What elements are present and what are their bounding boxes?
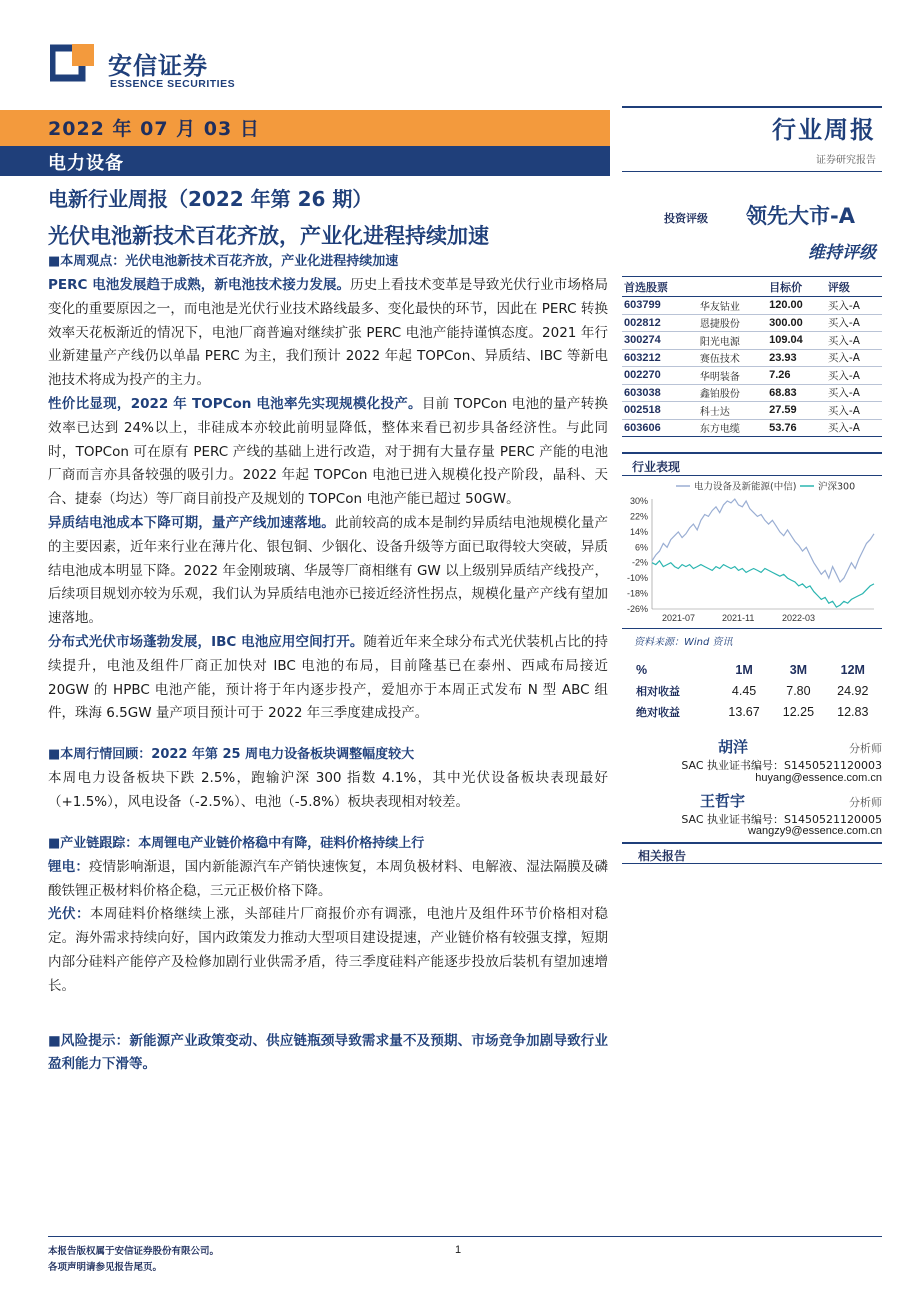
stock-rating: 买入-A [826,367,882,385]
y-tick-label: -10% [626,573,648,584]
series-line [652,561,874,607]
stock-target-price: 27.59 [767,402,826,420]
stock-rating: 买入-A [826,314,882,332]
returns-table [630,660,880,722]
stock-target-price: 68.83 [767,384,826,402]
view-paragraph-3-text: 此前较高的成本是制约异质结电池规模化量产的主要因素，近年来行业在薄片化、银包铜、少铟化、设备升级等方面已取得较大突破，异质结电池成本明显下降。2022 年金刚玻璃、华晟等厂商相继有 GW 以上级别异质结产线投产，后续项目规划亦较为乐观，我们认为异质结电池亦已接近经济性拐点，规模化量产产线有望加速落地。 [48,514,609,627]
returns-header-row [630,660,880,680]
stock-header-rating: 评级 [826,277,882,297]
returns-header-1m: 1M [735,663,753,677]
preferred-stocks-table [622,276,882,437]
table-row [630,701,880,722]
table-row [622,402,882,420]
series-line [652,499,874,582]
company-logo [50,40,250,100]
stock-code: 603212 [622,349,698,367]
stock-target-price: 53.76 [767,419,826,437]
returns-value: 4.45 [731,683,757,698]
industry-performance-chart [622,476,882,626]
chart-source: 资料来源：Wind 资讯 [634,637,733,648]
view-paragraph-3-lead: 异质结电池成本下降可期，量产产线加速落地。 [48,514,335,531]
report-subtype: 证券研究报告 [816,155,876,166]
stock-code: 002270 [622,367,698,385]
view-paragraph-2 [48,393,608,512]
stock-name: 科士达 [698,402,767,420]
analyst-cert: SAC 执业证书编号：S1450521120005 [681,813,882,826]
view-section-heading: ■本周观点：光伏电池新技术百花齐放，产业化进程持续加速 [48,254,399,269]
view-paragraph-4-lead: 分布式光伏市场蓬勃发展，IBC 电池应用空间打开。 [48,633,364,650]
stock-target-price: 120.00 [767,297,826,315]
chain-lithium-paragraph [48,856,608,904]
page-number: 1 [455,1244,462,1256]
returns-value: 24.92 [837,683,869,698]
view-paragraph-1-text: 历史上看技术变革是导致光伏行业市场格局变化的重要原因之一，而电池是光伏行业技术路线最多、变化最快的环节，因此在 PERC 转换效率天花板渐近的情况下，电池厂商普遍对继续扩张 PERC 电池产能持谨慎态度。2021 年行业新建量产产线仍以单晶 PERC 为主，我们预计 2022 年起 TOPCon、异质结、IBC 等新电池技术将成为投产的主力。 [48,277,609,389]
stock-code: 603038 [622,384,698,402]
report-type: 行业周报 [772,116,876,144]
table-row [622,314,882,332]
brand-name-en: ESSENCE SECURITIES [110,78,236,90]
view-paragraph-4-text: 随着近年来全球分布式光伏装机占比的持续提升，电池及组件厂商正加快对 IBC 电池的布局，目前隆基已在泰州、西咸布局接近 20GW 的 HPBC 电池产能，预计将于年内逐步投产，爱旭亦于本周正式发布 N 型 ABC 组件，珠海 6.5GW 量产项目预计可于 2022 年三季度建成投产。 [48,633,609,722]
related-reports-title: 相关报告 [638,849,687,863]
y-tick-label: -18% [626,588,648,599]
report-headline: 光伏电池新技术百花齐放，产业化进程持续加速 [48,224,489,248]
legend-label: 沪深300 [818,481,856,493]
footer-rule [48,1236,882,1237]
rating-maintain: 维持评级 [808,243,876,263]
returns-value: 12.83 [837,704,869,719]
returns-row-label: 绝对收益 [636,705,680,719]
chain-lithium-lead: 锂电： [48,858,89,875]
stock-target-price: 109.04 [767,332,826,350]
stock-name: 恩捷股份 [698,314,767,332]
analyst-email[interactable]: huyang@essence.com.cn [755,772,882,784]
chain-pv-lead: 光伏： [48,906,91,923]
stock-name: 华明装备 [698,367,767,385]
related-reports-heading [622,842,882,864]
y-tick-label: -26% [626,604,648,614]
stock-rating: 买入-A [826,297,882,315]
stock-header-name [698,277,767,297]
view-paragraph-2-lead: 性价比显现，2022 年 TOPCon 电池率先实现规模化投产。 [48,395,422,412]
footer-copyright: 本报告版权属于安信证券股份有限公司。 [48,1246,220,1257]
chain-section-heading: ■产业链跟踪：本周锂电产业链价格稳中有降，硅料价格持续上行 [48,835,425,851]
chart-source-rule [622,628,882,629]
table-row [622,349,882,367]
view-paragraph-3 [48,512,608,631]
industry-performance-title: 行业表现 [632,460,681,474]
view-paragraph-2-text: 目前 TOPCon 电池的量产转换效率已达到 24%以上，非硅成本亦较此前明显降低，整体来看已初步具备经济性。与此同时，TOPCon 可在原有 PERC 产线的基础上进行改造，对于拥有大量存量 PERC 产能的电池厂商而言亦具备较强的吸引力。2022 年起 TOPCon 电池已进入规模化投产阶段，晶科、天合、捷泰（均达）等厂商目前投产及规划的 TOPCon 电池产能已超过 50GW。 [48,395,608,508]
table-row [630,680,880,701]
report-body [48,250,608,1077]
stock-table-header-row [622,277,882,297]
y-tick-label: 14% [629,526,648,537]
stock-target-price: 300.00 [767,314,826,332]
analyst-email[interactable]: wangzy9@essence.com.cn [747,825,882,837]
returns-value: 7.80 [786,683,811,698]
right-header-rule [622,106,882,108]
analyst-name: 王哲宇 [700,792,746,810]
returns-row-label: 相对收益 [636,684,680,698]
stock-rating: 买入-A [826,402,882,420]
stock-rating: 买入-A [826,419,882,437]
analyst-card [622,736,882,786]
x-tick-label: 2021-11 [722,613,755,623]
review-section-heading: ■本周行情回顾：2022 年第 25 周电力设备板块调整幅度较大 [48,747,415,763]
stock-name: 鑫铂股份 [698,384,767,402]
returns-header-3m: 3M [789,663,808,677]
rating-label: 投资评级 [664,212,708,225]
table-row [622,419,882,437]
stock-code: 002518 [622,402,698,420]
returns-header-12m: 12M [840,663,865,677]
chain-pv-paragraph [48,903,608,998]
stock-target-price: 7.26 [767,367,826,385]
stock-rating: 买入-A [826,384,882,402]
stock-header-target: 目标价 [767,277,826,297]
stock-rating: 买入-A [826,332,882,350]
rating-value: 领先大市-A [746,204,855,228]
analyst-role: 分析师 [849,742,882,755]
x-tick-label: 2021-07 [662,613,696,623]
stock-code: 300274 [622,332,698,350]
chain-pv-text: 本周硅料价格继续上涨，头部硅片厂商报价亦有调涨，电池片及组件环节价格相对稳定。海外需求持续向好，国内政策发力推动大型项目建设提速，产业链价格有较强支撑，短期内部分硅料产能停产及检修加剧行业供需矛盾，待三季度硅料产能逐步投放后装机有望加速增长。 [48,906,609,994]
stock-name: 赛伍技术 [698,349,767,367]
returns-value: 13.67 [728,704,760,719]
returns-value: 12.25 [782,704,815,719]
table-row [622,297,882,315]
risk-section: ■风险提示：新能源产业政策变动、供应链瓶颈导致需求量不及预期、市场竞争加剧导致行业盈利能力下滑等。 [48,1032,608,1073]
industry-performance-heading [622,452,882,476]
returns-header-unit: % [636,663,648,677]
stock-rating: 买入-A [826,349,882,367]
view-paragraph-4 [48,631,608,726]
report-title: 电新行业周报（2022 年第 26 期） [48,187,373,211]
y-tick-label: -2% [631,557,648,568]
chain-lithium-text: 疫情影响渐退，国内新能源汽车产销快速恢复，本周负极材料、电解液、湿法隔膜及磷酸铁锂正极材料价格企稳，三元正极价格下降。 [48,858,609,899]
stock-code: 603799 [622,297,698,315]
stock-name: 阳光电源 [698,332,767,350]
x-tick-label: 2022-03 [782,613,816,623]
brand-name-cn: 安信证券 [108,51,208,80]
table-row [622,367,882,385]
legend-label: 电力设备及新能源(中信) [694,481,797,493]
analyst-card [622,790,882,840]
review-paragraph: 本周电力设备板块下跌 2.5%，跑输沪深 300 指数 4.1%，其中光伏设备板块表现最好（+1.5%），风电设备（-2.5%）、电池（-5.8%）板块表现相对较差。 [48,770,608,810]
footer-disclaimer: 各项声明请参见报告尾页。 [48,1262,163,1273]
report-date: 2022 年 07 月 03 日 [48,118,260,140]
y-tick-label: 30% [629,496,648,506]
stock-target-price: 23.93 [767,349,826,367]
essence-logo-icon [50,42,98,92]
table-row [622,332,882,350]
y-tick-label: 22% [629,511,648,522]
analyst-cert: SAC 执业证书编号：S1450521120003 [681,759,882,772]
table-row [622,384,882,402]
stock-name: 华友钴业 [698,297,767,315]
view-paragraph-1 [48,274,608,393]
y-tick-label: 6% [634,542,648,553]
right-header-rule-2 [622,171,882,172]
sector-name: 电力设备 [48,153,124,174]
analyst-name: 胡洋 [718,738,749,756]
stock-code: 002812 [622,314,698,332]
stock-header-code: 首选股票 [622,277,698,297]
stock-name: 东方电缆 [698,419,767,437]
view-paragraph-1-lead: PERC 电池发展趋于成熟，新电池技术接力发展。 [48,277,351,293]
stock-code: 603606 [622,419,698,437]
analyst-role: 分析师 [849,796,882,809]
